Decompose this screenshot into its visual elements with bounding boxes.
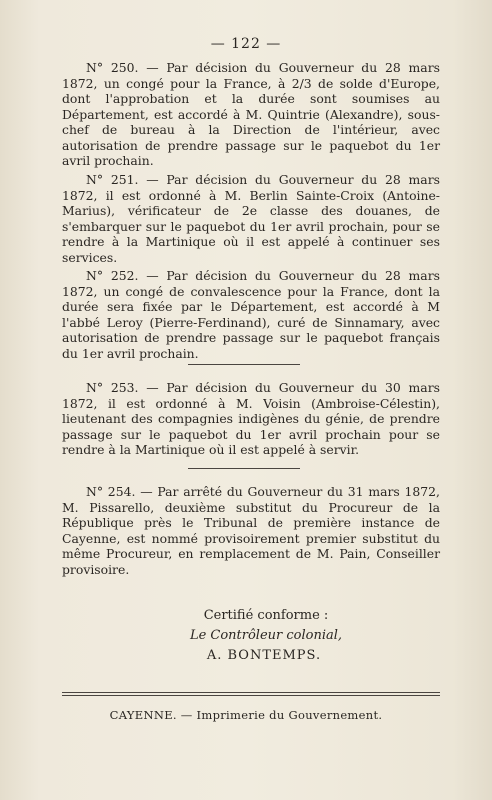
entry-text: — Par arrêté du Gouverneur du 31 mars 1872, M. Pissarello, deuxième substitut du Procureur de la République près le Tribunal de première instance de Cayenne, est nommé provisoirement premier substitut du même Procureur, en remplacement de M. Pain, Conseiller provisoire. [62,484,440,577]
entry-254 [62,484,440,577]
footer-rule-top [62,692,440,693]
page-number: — 122 — [210,36,282,52]
entry-252 [62,268,440,361]
footer-rule-bottom [62,695,440,696]
separator-rule [188,364,300,365]
entry-text: — Par décision du Gouverneur du 28 mars 1872, un congé de convalescence pour la France, dont la durée sera fixée par le Département, est accordé à M l'abbé Leroy (Pierre-Ferdinand), curé de Sinnamary, avec autorisation de prendre passage sur le paquebot français du 1er avril prochain. [62,268,440,361]
entry-number: N° 252. [86,268,139,283]
entry-253 [62,380,440,458]
certification-title: Le Contrôleur colonial, [189,628,343,643]
entry-number: N° 254. [86,484,136,499]
certification-block [0,606,492,666]
entry-number: N° 251. [86,172,139,187]
entry-text: — Par décision du Gouverneur du 28 mars 1872, il est ordonné à M. Berlin Sainte-Croix (Antoine-Marius), vérificateur de 2e classe des douanes, de s'embarquer sur le paquebot du 1er avril prochain, pour se rendre à la Martinique où il est appelé à continuer ses services. [62,172,440,265]
certification-line: Certifié conforme : [203,608,329,623]
entry-number: N° 253. [86,380,139,395]
entry-number: N° 250. [86,60,139,75]
entry-text: — Par décision du Gouverneur du 30 mars 1872, il est ordonné à M. Voisin (Ambroise-Célestin), lieutenant des compagnies indigènes du génie, de prendre passage sur le paquebot du 1er avril prochain pour se rendre à la Martinique où il est appelé à servir. [62,380,440,457]
certification-signatory: A. BONTEMPS. [206,648,322,663]
entry-text: — Par décision du Gouverneur du 28 mars 1872, un congé pour la France, à 2/3 de solde d'Europe, dont l'approbation et la durée sont soumises au Département, est accordé à M. Quintrie (Alexandre), sous-chef de bureau à la Direction de l'intérieur, avec autorisation de prendre passage sur le paquebot du 1er avril prochain. [62,60,440,168]
separator-rule [188,468,300,469]
entry-251 [62,172,440,265]
printer-imprint: CAYENNE. — Imprimerie du Gouvernement. [109,708,383,722]
entry-250 [62,60,440,169]
